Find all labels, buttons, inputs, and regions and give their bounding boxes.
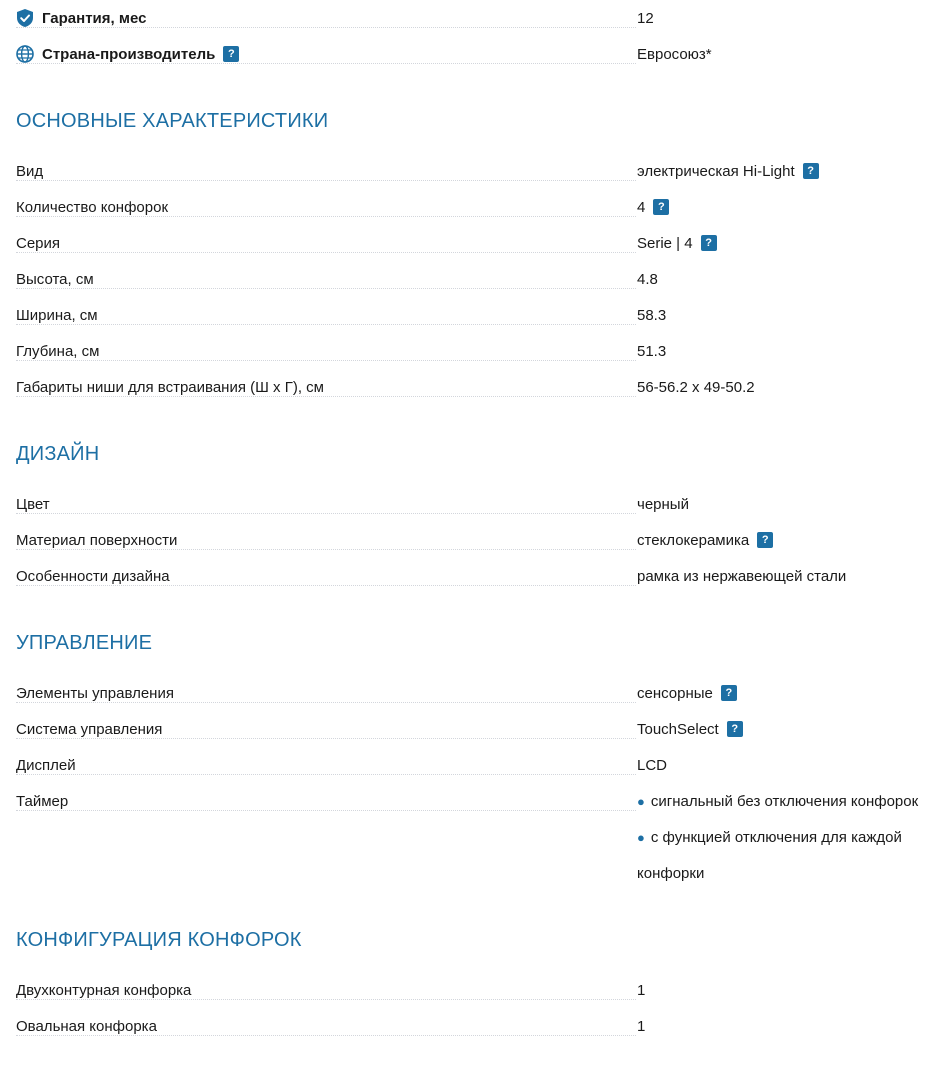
help-icon[interactable]: ? bbox=[757, 532, 773, 548]
spec-value-text: стеклокерамика bbox=[637, 531, 750, 549]
globe-icon bbox=[16, 45, 34, 63]
spec-value-text: LCD bbox=[637, 756, 668, 774]
shield-check-icon bbox=[16, 9, 34, 27]
spec-label: Материал поверхности bbox=[16, 532, 183, 549]
spec-value-country: Евросоюз* bbox=[637, 45, 712, 63]
spec-label: Серия bbox=[16, 235, 66, 252]
spec-label: Ширина, см bbox=[16, 307, 104, 324]
help-icon[interactable]: ? bbox=[803, 163, 819, 179]
timer-option: ● с функцией отключения для каждой bbox=[637, 828, 902, 846]
spec-label: Вид bbox=[16, 163, 49, 180]
help-icon[interactable]: ? bbox=[701, 235, 717, 251]
spec-value bbox=[637, 225, 717, 261]
spec-row bbox=[16, 333, 946, 369]
spec-row bbox=[16, 297, 946, 333]
section-title-control: УПРАВЛЕНИЕ bbox=[16, 631, 153, 654]
spec-value-timer bbox=[637, 783, 949, 891]
help-icon[interactable]: ? bbox=[727, 721, 743, 737]
spec-label: Высота, см bbox=[16, 271, 100, 288]
help-icon[interactable]: ? bbox=[223, 46, 239, 62]
spec-row bbox=[16, 261, 946, 297]
spec-value bbox=[637, 972, 645, 1008]
spec-value-text: черный bbox=[637, 495, 689, 513]
spec-value-text: TouchSelect bbox=[637, 720, 719, 738]
spec-row bbox=[16, 225, 946, 261]
spec-label: Система управления bbox=[16, 721, 168, 738]
section-control-rows bbox=[16, 675, 946, 783]
spec-row-timer bbox=[16, 783, 946, 882]
spec-label: Количество конфорок bbox=[16, 199, 174, 216]
spec-value bbox=[637, 1008, 645, 1044]
spec-label: Двухконтурная конфорка bbox=[16, 982, 197, 999]
spec-value bbox=[637, 369, 755, 405]
spec-label: Элементы управления bbox=[16, 685, 180, 702]
spec-row bbox=[16, 675, 946, 711]
section-title-main: ОСНОВНЫЕ ХАРАКТЕРИСТИКИ bbox=[16, 109, 329, 132]
spec-value bbox=[637, 297, 666, 333]
bullet-icon: ● bbox=[637, 829, 645, 845]
spec-value bbox=[637, 747, 667, 783]
spec-label: Глубина, см bbox=[16, 343, 105, 360]
spec-value bbox=[637, 711, 743, 747]
spec-value-text: 58.3 bbox=[637, 306, 667, 324]
section-burners-rows bbox=[16, 972, 946, 1044]
spec-label-warranty: Гарантия, мес bbox=[16, 9, 152, 27]
spec-value-warranty: 12 bbox=[637, 9, 654, 27]
spec-row bbox=[16, 189, 946, 225]
spec-value bbox=[637, 522, 773, 558]
section-title-design: ДИЗАЙН bbox=[16, 442, 100, 465]
spec-value-text: рамка из нержавеющей стали bbox=[637, 567, 847, 585]
timer-option-continued: конфорки bbox=[637, 864, 705, 882]
section-title-burners: КОНФИГУРАЦИЯ КОНФОРОК bbox=[16, 928, 302, 951]
spec-label-country: Страна-производитель ? bbox=[16, 45, 245, 63]
spec-label: Овальная конфорка bbox=[16, 1018, 163, 1035]
spec-label: Дисплей bbox=[16, 757, 82, 774]
spec-value bbox=[637, 558, 846, 594]
spec-row bbox=[16, 369, 946, 405]
spec-value-text: сенсорные bbox=[637, 684, 713, 702]
spec-value bbox=[637, 153, 819, 189]
help-icon[interactable]: ? bbox=[721, 685, 737, 701]
section-main-rows bbox=[16, 153, 946, 405]
spec-value-text: электрическая Hi-Light bbox=[637, 162, 795, 180]
spec-value-text: Serie | 4 bbox=[637, 234, 693, 252]
spec-row-country bbox=[16, 36, 946, 72]
spec-row bbox=[16, 558, 946, 594]
spec-value bbox=[637, 261, 658, 297]
spec-value bbox=[637, 486, 689, 522]
spec-label: Особенности дизайна bbox=[16, 568, 176, 585]
spec-value-text: 1 bbox=[637, 1017, 646, 1035]
spec-row bbox=[16, 711, 946, 747]
spec-value-text: 4 bbox=[637, 198, 646, 216]
spec-value-text: 56-56.2 x 49-50.2 bbox=[637, 378, 755, 396]
spec-label-timer: Таймер bbox=[16, 793, 74, 810]
spec-row bbox=[16, 1008, 946, 1044]
spec-value-text: 51.3 bbox=[637, 342, 667, 360]
spec-value bbox=[637, 675, 737, 711]
spec-label: Габариты ниши для встраивания (Ш х Г), см bbox=[16, 379, 330, 396]
spec-value bbox=[637, 189, 669, 225]
spec-row-warranty bbox=[16, 0, 946, 36]
help-icon[interactable]: ? bbox=[653, 199, 669, 215]
bullet-icon: ● bbox=[637, 793, 645, 809]
spec-row bbox=[16, 972, 946, 1008]
spec-row bbox=[16, 522, 946, 558]
section-design-rows bbox=[16, 486, 946, 594]
spec-value-text: 4.8 bbox=[637, 270, 658, 288]
spec-value bbox=[637, 333, 666, 369]
spec-value-text: 1 bbox=[637, 981, 646, 999]
timer-option: ● сигнальный без отключения конфорок bbox=[637, 792, 919, 810]
spec-row bbox=[16, 747, 946, 783]
spec-row bbox=[16, 486, 946, 522]
spec-label: Цвет bbox=[16, 496, 56, 513]
spec-row bbox=[16, 153, 946, 189]
